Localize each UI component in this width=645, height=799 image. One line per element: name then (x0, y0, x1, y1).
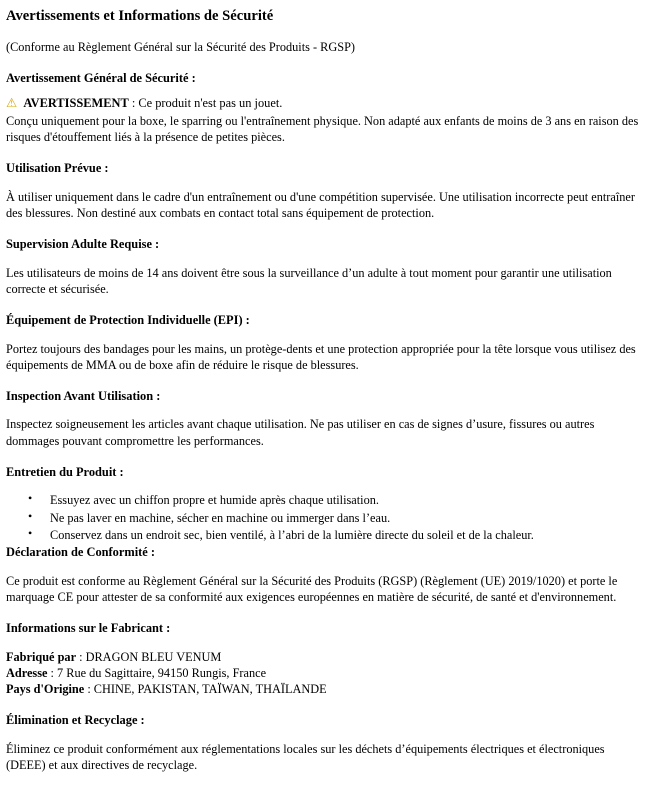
manufacturer-details (6, 649, 639, 698)
ppe-text: Portez toujours des bandages pour les mains, un protège-dents et une protection appropriée pour la tête lorsque vous utilisez des équipements de MMA ou de boxe afin de réduire le risque de blessures. (6, 341, 636, 372)
manufacturer-address-label: Adresse (6, 665, 48, 680)
section-heading-adult-supervision: Supervision Adulte Requise : (6, 237, 160, 252)
adult-supervision-text: Les utilisateurs de moins de 14 ans doivent être sous la surveillance d’un adulte à tout moment pour garantir une utilisation correcte et sécurisée. (6, 265, 612, 296)
list-item: • Conservez dans un endroit sec, bien ventilé, à l’abri de la lumière directe du soleil et de la chaleur. (28, 527, 639, 543)
manufacturer-name-value: : DRAGON BLEU VENUM (79, 649, 222, 664)
page-title: Avertissements et Informations de Sécurité (6, 8, 274, 24)
section-heading-care: Entretien du Produit : (6, 464, 124, 479)
manufacturer-address-row (6, 665, 639, 681)
section-heading-disposal: Élimination et Recyclage : (6, 713, 145, 728)
warning-body-text: Conçu uniquement pour la boxe, le sparring ou l'entraînement physique. Non adapté aux enfants de moins de 3 ans en raison des risques d'étouffement liés à la présence de petites pièces. (6, 113, 639, 144)
warning-triangle-icon: ⚠ (6, 96, 18, 111)
manufacturer-address-value: : 7 Rue du Sagittaire, 94150 Rungis, France (50, 665, 267, 680)
disposal-text: Éliminez ce produit conformément aux réglementations locales sur les déchets d’équipements électriques et électroniques (DEEE) et aux directives de recyclage. (6, 741, 605, 772)
section-heading-intended-use: Utilisation Prévue : (6, 161, 109, 176)
warning-lead-text: : Ce produit n'est pas un jouet. (131, 96, 283, 111)
section-heading-general-warning: Avertissement Général de Sécurité : (6, 70, 196, 85)
section-heading-manufacturer: Informations sur le Fabricant : (6, 621, 171, 635)
care-instructions-list (6, 492, 639, 543)
country-of-origin-value: : CHINE, PAKISTAN, TAÏWAN, THAÏLANDE (87, 681, 327, 696)
inspection-text: Inspectez soigneusement les articles avant chaque utilisation. Ne pas utiliser en cas de signes d’usure, fissures ou autres dommages pouvant compromettre les performances. (6, 417, 595, 448)
country-of-origin-row (6, 681, 639, 697)
warning-line (6, 95, 639, 112)
list-item: • Ne pas laver en machine, sécher en machine ou immerger dans l’eau. (28, 510, 639, 526)
warning-keyword: AVERTISSEMENT (23, 96, 129, 111)
country-of-origin-label: Pays d'Origine (6, 681, 85, 696)
manufacturer-name-row (6, 649, 639, 665)
conformity-text: Ce produit est conforme au Règlement Général sur la Sécurité des Produits (RGSP) (Règlement (UE) 2019/1020) et porte le marquage CE pour attester de sa conformité aux exigences européennes en matière de sécurité, de santé et d'environnement. (6, 573, 618, 604)
list-item: • Essuyez avec un chiffon propre et humide après chaque utilisation. (28, 492, 639, 508)
section-heading-ppe: Équipement de Protection Individuelle (EPI) : (6, 313, 250, 328)
section-heading-conformity: Déclaration de Conformité : (6, 545, 155, 560)
intended-use-text: À utiliser uniquement dans le cadre d'un entraînement ou d'une compétition supervisée. Une utilisation incorrecte peut entraîner des blessures. Non destiné aux combats en contact total sans équipement de protection. (6, 189, 635, 220)
regulation-subtitle: (Conforme au Règlement Général sur la Sécurité des Produits - RGSP) (6, 39, 356, 54)
section-heading-inspection: Inspection Avant Utilisation : (6, 388, 161, 403)
manufacturer-name-label: Fabriqué par (6, 649, 77, 664)
